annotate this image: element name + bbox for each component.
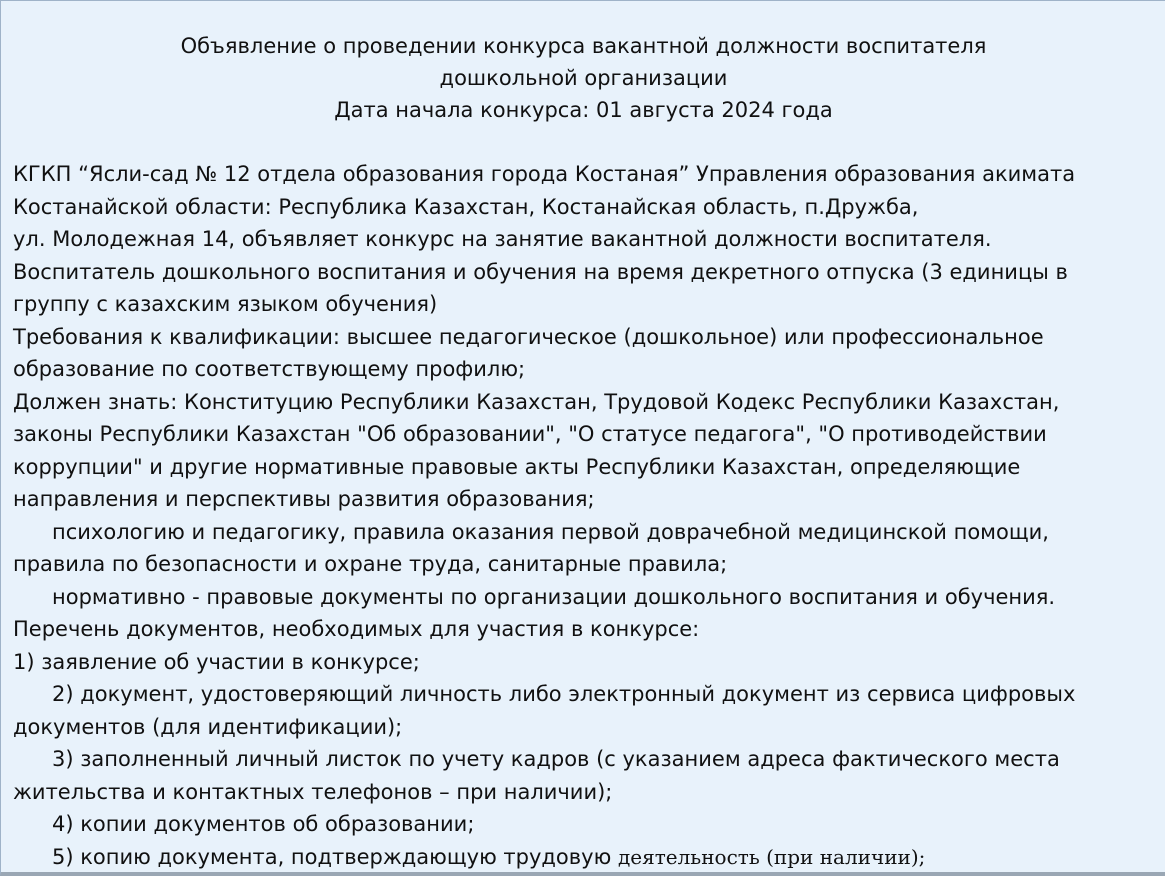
announcement-header: [1, 30, 1165, 126]
text-line: ул. Молодежная 14, объявляет конкурс на занятие вакантной должности воспитателя.: [13, 227, 992, 251]
text-line: Должен знать: Конституцию Республики Казахстан, Трудовой Кодекс Республики Казахстан,: [13, 389, 1060, 414]
list-item: 1) заявление об участии в конкурсе;: [13, 649, 420, 674]
text-line: КГКП “Ясли-сад № 12 отдела образования города Костаная” Управления образования акимата: [13, 162, 1076, 186]
text-line: образование по соответствующему профилю;: [13, 357, 526, 381]
text-line: направления и перспективы развития образования;: [13, 487, 595, 511]
list-item: [13, 841, 1163, 874]
text-line: коррупции" и другие нормативные правовые акты Республики Казахстан, определяющие: [13, 454, 1021, 479]
list-item: 3) заполненный личный листок по учету кадров (с указанием адреса фактического места: [52, 747, 1060, 771]
list-item-text: 5) копию документа, подтверждающую трудовую: [52, 844, 618, 869]
announcement-body: [13, 158, 1163, 873]
text-line: жительства и контактных телефонов – при наличии);: [13, 779, 613, 804]
list-item: 4) копии документов об образовании;: [52, 812, 475, 836]
announcement-title: Объявление о проведении конкурса вакантной должности воспитателя: [180, 34, 987, 58]
documents-list-heading: Перечень документов, необходимых для участия в конкурсе:: [13, 617, 700, 641]
text-line: Требования к квалификации: высшее педагогическое (дошкольное) или профессиональное: [13, 324, 1044, 349]
text-line: нормативно - правовые документы по организации дошкольного воспитания и обучения.: [52, 584, 1056, 609]
text-line: Костанайской области: Республика Казахстан, Костанайская область, п.Дружба,: [13, 194, 919, 219]
text-line: правила по безопасности и охране труда, санитарные правила;: [13, 552, 728, 576]
list-item: 2) документ, удостоверяющий личность либо электронный документ из сервиса цифровых: [52, 682, 1076, 706]
text-line: психологию и педагогику, правила оказания первой доврачебной медицинской помощи,: [52, 519, 1049, 544]
text-line: группу с казахским языком обучения): [13, 292, 438, 316]
text-line: документов (для идентификации);: [13, 714, 403, 739]
list-item-text-serif: деятельность (при наличии);: [617, 844, 926, 869]
text-line: Воспитатель дошкольного воспитания и обучения на время декретного отпуска (3 единицы в: [13, 259, 1068, 284]
text-line: законы Республики Казахстан "Об образовании", "О статусе педагога", "О противодействии: [13, 422, 1047, 446]
announcement-title-continued: дошкольной организации: [439, 66, 728, 90]
contest-start-date: Дата начала конкурса: 01 августа 2024 года: [334, 98, 833, 122]
